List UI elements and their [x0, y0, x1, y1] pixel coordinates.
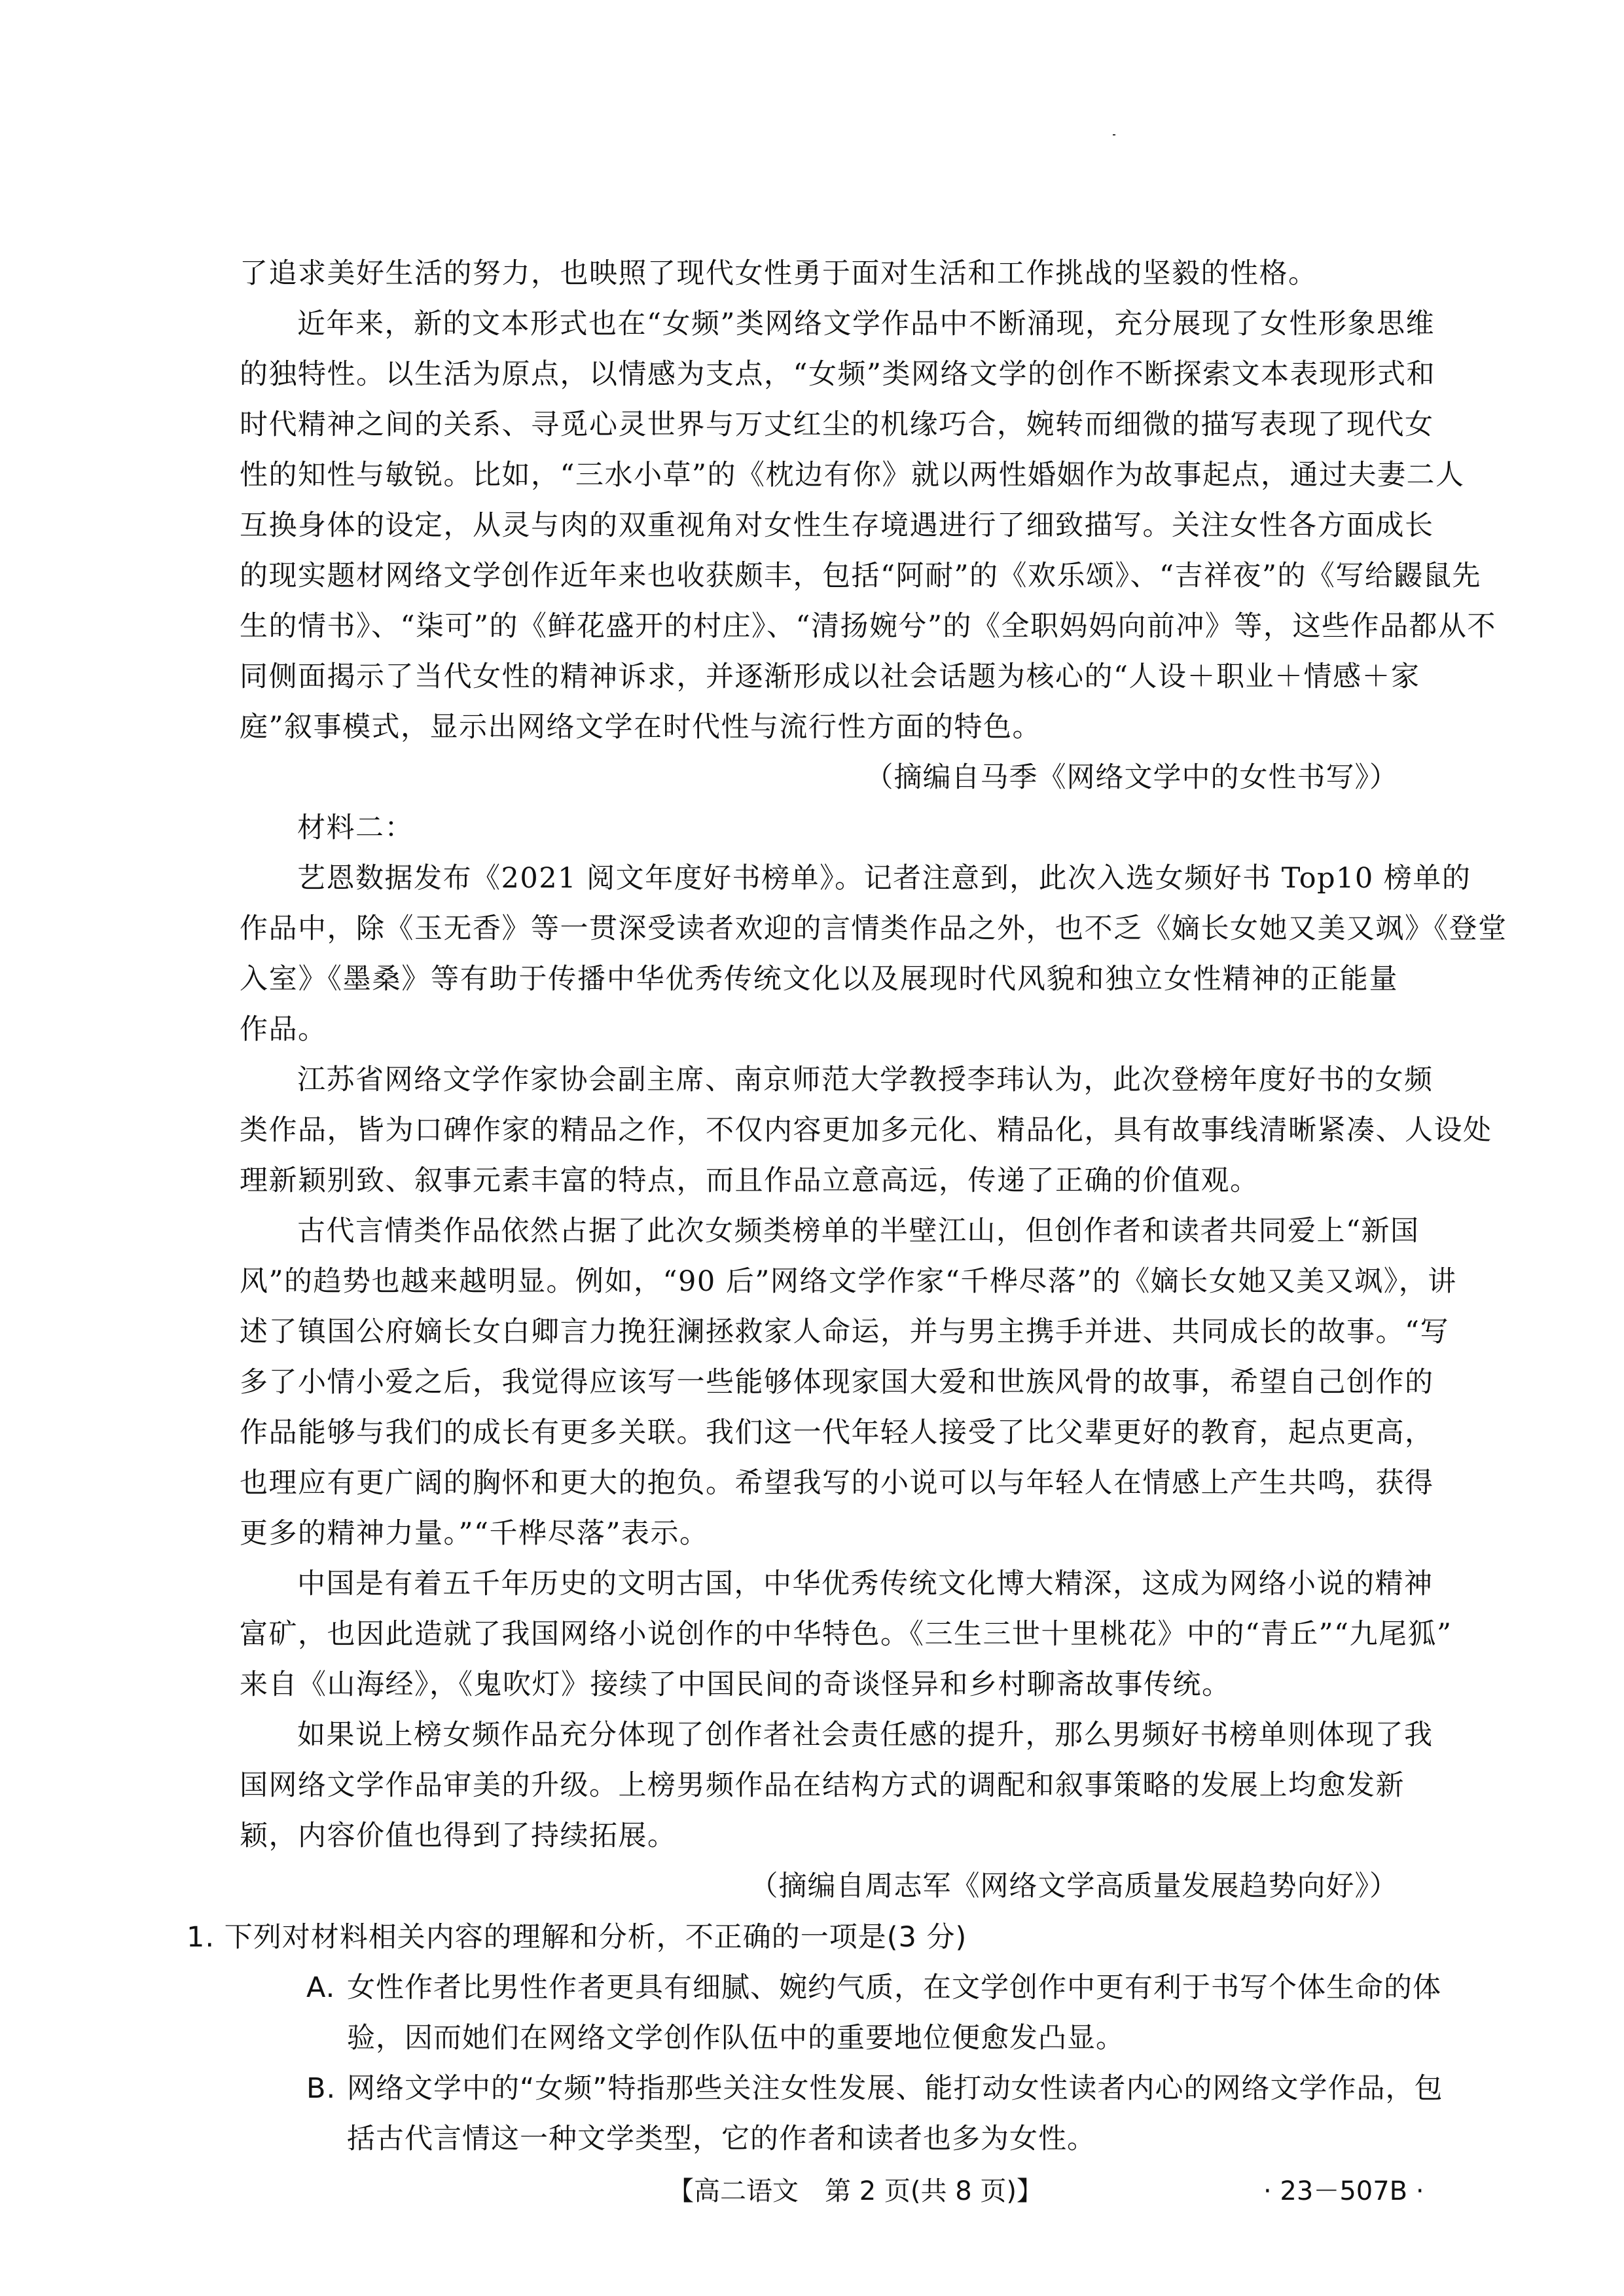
paragraph-line: 生的情书》、“柒可”的《鲜花盛开的村庄》、“清扬婉兮”的《全职妈妈向前冲》等，这些作品都从不 — [240, 610, 1496, 643]
paragraph-line: 作品中，除《玉无香》等一贯深受读者欢迎的言情类作品之外，也不乏《嫡长女她又美又飒》《登堂 — [240, 912, 1507, 945]
paragraph-line: 庭”叙事模式，显示出网络文学在时代性与流行性方面的特色。 — [240, 711, 1041, 744]
source-attribution: （摘编自马季《网络文学中的女性书写》） — [865, 761, 1398, 794]
paragraph-line: 来自《山海经》，《鬼吹灯》接续了中国民间的奇谈怪异和乡村聊斋故事传统。 — [240, 1668, 1231, 1701]
page-footer-label: 【高二语文 第 2 页(共 8 页)】 — [668, 2176, 1043, 2206]
question-stem: 1. 下列对材料相关内容的理解和分析，不正确的一项是(3 分) — [187, 1921, 967, 1954]
paragraph-line: 如果说上榜女频作品充分体现了创作者社会责任感的提升，那么男频好书榜单则体现了我 — [297, 1719, 1434, 1751]
paragraph-line: 理新颖别致、叙事元素丰富的特点，而且作品立意高远，传递了正确的价值观。 — [240, 1164, 1259, 1197]
paragraph-line: 富矿，也因此造就了我国网络小说创作的中华特色。《三生三世十里桃花》中的“青丘”“九尾狐” — [240, 1618, 1453, 1651]
paragraph-line: 多了小情小爱之后，我觉得应该写一些能够体现家国大爱和世族风骨的故事，希望自己创作的 — [240, 1366, 1434, 1399]
paragraph-line: 也理应有更广阔的胸怀和更大的抱负。希望我写的小说可以与年轻人在情感上产生共鸣，获得 — [240, 1467, 1434, 1499]
paragraph-line: 入室》《墨桑》等有助于传播中华优秀传统文化以及展现时代风貌和独立女性精神的正能量 — [240, 963, 1398, 996]
source-attribution: （摘编自周志军《网络文学高质量发展趋势向好》） — [749, 1870, 1398, 1903]
paragraph-line: 艺恩数据发布《2021 阅文年度好书榜单》。记者注意到，此次入选女频好书 Top10 榜单的 — [297, 862, 1471, 895]
paragraph-line: 述了镇国公府嫡长女白卿言力挽狂澜拯救家人命运，并与男主携手并进、共同成长的故事。“写 — [240, 1316, 1449, 1348]
option-a-text: 女性作者比男性作者更具有细腻、婉约气质，在文学创作中更有利于书写个体生命的体 — [347, 1971, 1441, 2004]
paragraph-line: 了追求美好生活的努力，也映照了现代女性勇于面对生活和工作挑战的坚毅的性格。 — [240, 257, 1318, 290]
paragraph-line: 互换身体的设定，从灵与肉的双重视角对女性生存境遇进行了细致描写。关注女性各方面成长 — [240, 509, 1434, 542]
exam-code: · 23－507B · — [1263, 2176, 1424, 2206]
option-b-label: B. — [306, 2072, 336, 2105]
paragraph-line: 的现实题材网络文学创作近年来也收获颇丰，包括“阿耐”的《欢乐颂》、“吉祥夜”的《写给鼹鼠先 — [240, 560, 1481, 592]
paragraph-line: 更多的精神力量。”“千桦尽落”表示。 — [240, 1517, 709, 1550]
paragraph-line: 作品。 — [240, 1013, 327, 1046]
paragraph-line: 中国是有着五千年历史的文明古国，中华优秀传统文化博大精深，这成为网络小说的精神 — [297, 1568, 1434, 1600]
paragraph-line: 古代言情类作品依然占据了此次女频类榜单的半壁江山，但创作者和读者共同爱上“新国 — [297, 1215, 1420, 1247]
paragraph-line: 同侧面揭示了当代女性的精神诉求，并逐渐形成以社会话题为核心的“人设＋职业＋情感＋家 — [240, 660, 1420, 693]
material-heading: 材料二： — [297, 812, 414, 844]
option-a-label: A. — [306, 1971, 336, 2004]
paragraph-line: 性的知性与敏锐。比如，“三水小草”的《枕边有你》就以两性婚姻作为故事起点，通过夫妻二人 — [240, 459, 1465, 492]
paragraph-line: 风”的趋势也越来越明显。例如，“90 后”网络文学作家“千桦尽落”的《嫡长女她又美又飒》，讲 — [240, 1265, 1457, 1298]
paragraph-line: 国网络文学作品审美的升级。上榜男频作品在结构方式的调配和叙事策略的发展上均愈发新 — [240, 1769, 1405, 1802]
option-a-text: 验，因而她们在网络文学创作队伍中的重要地位便愈发凸显。 — [347, 2022, 1125, 2054]
paragraph-line: 作品能够与我们的成长有更多关联。我们这一代年轻人接受了比父辈更好的教育，起点更高， — [240, 1416, 1434, 1449]
paragraph-line: 的独特性。以生活为原点，以情感为支点，“女频”类网络文学的创作不断探索文本表现形式和 — [240, 358, 1435, 391]
paragraph-line: 时代精神之间的关系、寻觅心灵世界与万丈红尘的机缘巧合，婉转而细微的描写表现了现代女 — [240, 408, 1434, 441]
option-b-text: 括古代言情这一种文学类型，它的作者和读者也多为女性。 — [347, 2123, 1096, 2155]
paragraph-line: 近年来，新的文本形式也在“女频”类网络文学作品中不断涌现，充分展现了女性形象思维 — [297, 308, 1435, 340]
option-b-text: 网络文学中的“女频”特指那些关注女性发展、能打动女性读者内心的网络文学作品，包 — [347, 2072, 1443, 2105]
scan-speck — [1113, 134, 1115, 135]
paragraph-line: 颖，内容价值也得到了持续拓展。 — [240, 1820, 677, 1852]
paragraph-line: 类作品，皆为口碑作家的精品之作，不仅内容更加多元化、精品化，具有故事线清晰紧凑、人设处 — [240, 1114, 1492, 1147]
paragraph-line: 江苏省网络文学作家协会副主席、南京师范大学教授李玮认为，此次登榜年度好书的女频 — [297, 1064, 1434, 1096]
